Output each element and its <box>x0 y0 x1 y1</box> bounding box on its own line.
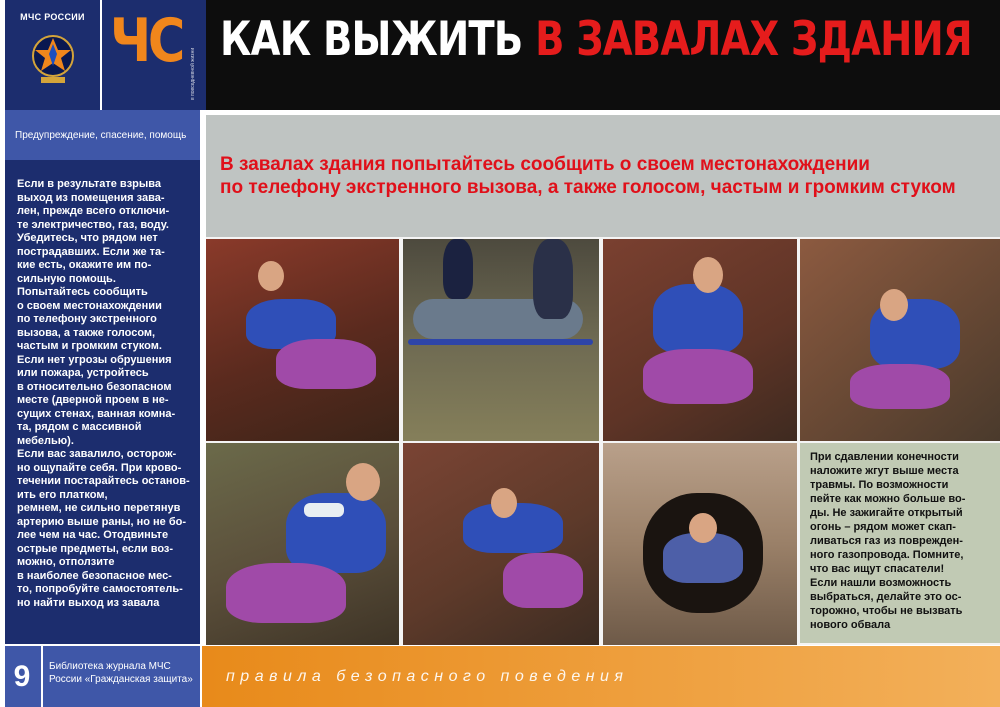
subtitle <box>220 153 990 199</box>
sidebar-line: Убедитесь, что рядом нет <box>17 232 158 244</box>
title-red-part: В ЗАВАЛАХ ЗДАНИЯ <box>535 12 972 67</box>
sidebar-line: Если в результате взрыва <box>17 178 162 190</box>
sidebar-line: можно, отползите <box>17 556 115 568</box>
sidebar-line: течении постарайтесь останов- <box>17 475 190 487</box>
cs-logo-block <box>102 0 206 110</box>
tip-line: наложите жгут выше места <box>810 465 959 477</box>
sidebar-line: частым и громким стуком. <box>17 340 162 352</box>
sidebar-line: в наиболее безопасное мес- <box>17 569 172 582</box>
photo-man-crawling <box>403 443 599 645</box>
photo-man-lying-rubble <box>206 239 399 441</box>
sidebar-line: кие есть, окажите им по- <box>17 259 152 271</box>
subtitle-band <box>206 115 1000 237</box>
tagline: Предупреждение, спасение, помощь <box>15 130 187 141</box>
sidebar-line: в относительно безопасном <box>17 380 172 393</box>
photo-man-exiting-tunnel <box>603 443 797 645</box>
tip-line: что вас ищут спасатели! <box>810 563 945 575</box>
library-caption <box>49 660 199 686</box>
photo-man-drinking-water <box>206 443 399 645</box>
sidebar-line: или пожара, устройтесь <box>17 367 149 379</box>
tip-line: торожно, чтобы не вызвать <box>810 605 963 617</box>
sidebar-line: по телефону экстренного <box>17 313 157 325</box>
sidebar-line: сущих стенах, ванная комна- <box>17 407 176 420</box>
tip-line: пейте как можно больше во- <box>810 493 966 505</box>
tip-line: При сдавлении конечности <box>810 451 959 463</box>
library-line: России «Гражданская защита» <box>49 674 193 685</box>
tip-line: огонь – рядом может скап- <box>810 521 956 533</box>
sidebar-line: острые предметы, если воз- <box>17 542 174 555</box>
sidebar-line: мебелью). <box>17 434 74 447</box>
tip-line: Если нашли возможность <box>810 577 952 589</box>
photo-man-knocking <box>800 239 1000 441</box>
emchs-logo-block <box>5 0 100 110</box>
sidebar-line: те электричество, газ, воду. <box>17 218 169 231</box>
sidebar-line: артерию выше раны, но не бо- <box>17 515 187 528</box>
tip-box <box>800 443 1000 643</box>
tip-line: ного газопровода. Помните, <box>810 549 964 561</box>
sidebar-line: лен, прежде всего отключи- <box>17 205 170 217</box>
tagline-bar <box>5 110 200 160</box>
emchs-emblem-icon <box>31 30 75 86</box>
library-line: Библиотека журнала МЧС <box>49 661 171 672</box>
sidebar-line: та, рядом с массивной <box>17 421 142 433</box>
title-bar <box>206 0 1000 110</box>
sidebar-line: ремнем, не сильно перетянув <box>17 502 181 514</box>
tip-line: нового обвала <box>810 619 891 631</box>
rules-caption: правила безопасного поведения <box>226 668 629 685</box>
sidebar-line: выход из помещения зава- <box>17 191 165 204</box>
sidebar-line: Если вас завалило, осторож- <box>17 448 177 460</box>
sidebar-line: месте (дверной проем в не- <box>17 394 169 406</box>
sidebar-line: вызова, а также голосом, <box>17 326 156 339</box>
sidebar-line: пострадавших. Если же та- <box>17 245 165 258</box>
sidebar-line: то, попробуйте самостоятель- <box>17 583 183 595</box>
sidebar-line: но ощупайте себя. При крово- <box>17 461 182 474</box>
sidebar-line: но найти выход из завала <box>17 596 160 609</box>
photo-stretcher-water <box>403 239 599 441</box>
sidebar-line: ить его платком, <box>17 488 108 501</box>
cs-logo: ЧС <box>110 6 182 76</box>
sidebar-line: лее чем на час. Отодвиньте <box>17 529 169 541</box>
sidebar-body <box>5 160 200 644</box>
tip-line: ды. Не зажигайте открытый <box>810 507 963 519</box>
tip-line: выбраться, делайте это ос- <box>810 591 962 603</box>
page-number: 9 <box>5 646 39 707</box>
tip-line: ливаться газ из поврежден- <box>810 535 963 547</box>
sidebar-line: Попытайтесь сообщить <box>17 286 148 298</box>
title-white-part: КАК ВЫЖИТЬ <box>220 12 523 67</box>
sidebar-line: Если нет угрозы обрушения <box>17 353 172 366</box>
footer-banner <box>202 646 1000 707</box>
org-name: МЧС РОССИИ <box>20 12 85 22</box>
sidebar-line: сильную помощь. <box>17 272 116 285</box>
footer-left <box>5 646 200 707</box>
footer-divider <box>41 646 43 707</box>
photo-man-phone-call <box>603 239 797 441</box>
subtitle-line: В завалах здания попытайтесь сообщить о своем местонахождении <box>220 154 870 175</box>
page-title <box>220 12 972 67</box>
sidebar-line: о своем местонахождении <box>17 299 162 312</box>
cs-vertical-caption: в повседневной жизни <box>190 47 196 100</box>
tip-line: травмы. По возможности <box>810 479 949 491</box>
subtitle-line: по телефону экстренного вызова, а также голосом, частым и громким стуком <box>220 177 956 198</box>
